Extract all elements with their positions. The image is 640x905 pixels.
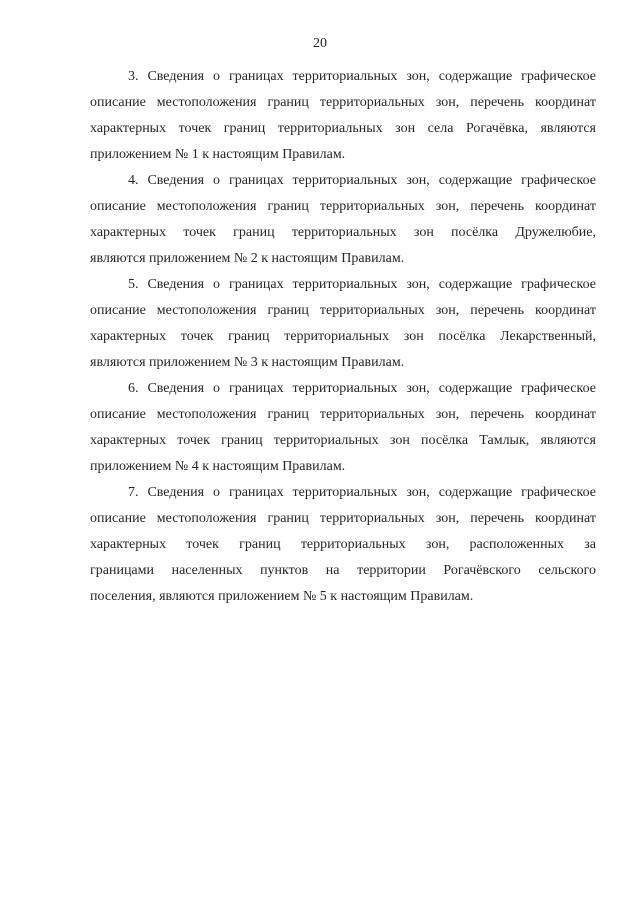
paragraph-line: 5. Сведения о границах территориальных зон, содержащие графическое (128, 277, 596, 292)
paragraph-line: описание местоположения границ территориальных зон, перечень координат (90, 95, 596, 110)
paragraph-line: 6. Сведения о границах территориальных зон, содержащие графическое (128, 381, 596, 396)
paragraph-line: характерных точек границ территориальных зон, расположенных за (90, 537, 596, 552)
paragraph-line: описание местоположения границ территориальных зон, перечень координат (90, 303, 596, 318)
paragraph-line: являются приложением № 2 к настоящим Правилам. (90, 251, 405, 266)
paragraph-line: характерных точек границ территориальных зон села Рогачёвка, являются (90, 121, 596, 136)
paragraph-line: являются приложением № 3 к настоящим Правилам. (90, 355, 405, 370)
document-body (90, 64, 596, 610)
paragraph-line: приложением № 1 к настоящим Правилам. (90, 147, 346, 162)
paragraph-line: поселения, являются приложением № 5 к настоящим Правилам. (90, 589, 474, 604)
paragraph-line: описание местоположения границ территориальных зон, перечень координат (90, 511, 596, 526)
paragraph-line: 4. Сведения о границах территориальных зон, содержащие графическое (128, 173, 596, 188)
paragraph-4 (90, 168, 596, 272)
paragraph-line: описание местоположения границ территориальных зон, перечень координат (90, 199, 596, 214)
paragraph-line: характерных точек границ территориальных зон посёлка Лекарственный, (90, 329, 596, 344)
page-number: 20 (313, 36, 327, 51)
paragraph-line: характерных точек границ территориальных зон посёлка Дружелюбие, (90, 225, 596, 240)
paragraph-line: 3. Сведения о границах территориальных зон, содержащие графическое (128, 69, 596, 84)
paragraph-7 (90, 480, 596, 610)
paragraph-line: границами населенных пунктов на территории Рогачёвского сельского (90, 563, 596, 578)
paragraph-line: характерных точек границ территориальных зон посёлка Тамлык, являются (90, 433, 596, 448)
paragraph-5 (90, 272, 596, 376)
paragraph-line: 7. Сведения о границах территориальных зон, содержащие графическое (128, 485, 596, 500)
paragraph-3 (90, 64, 596, 168)
paragraph-line: приложением № 4 к настоящим Правилам. (90, 459, 346, 474)
paragraph-6 (90, 376, 596, 480)
paragraph-line: описание местоположения границ территориальных зон, перечень координат (90, 407, 596, 422)
